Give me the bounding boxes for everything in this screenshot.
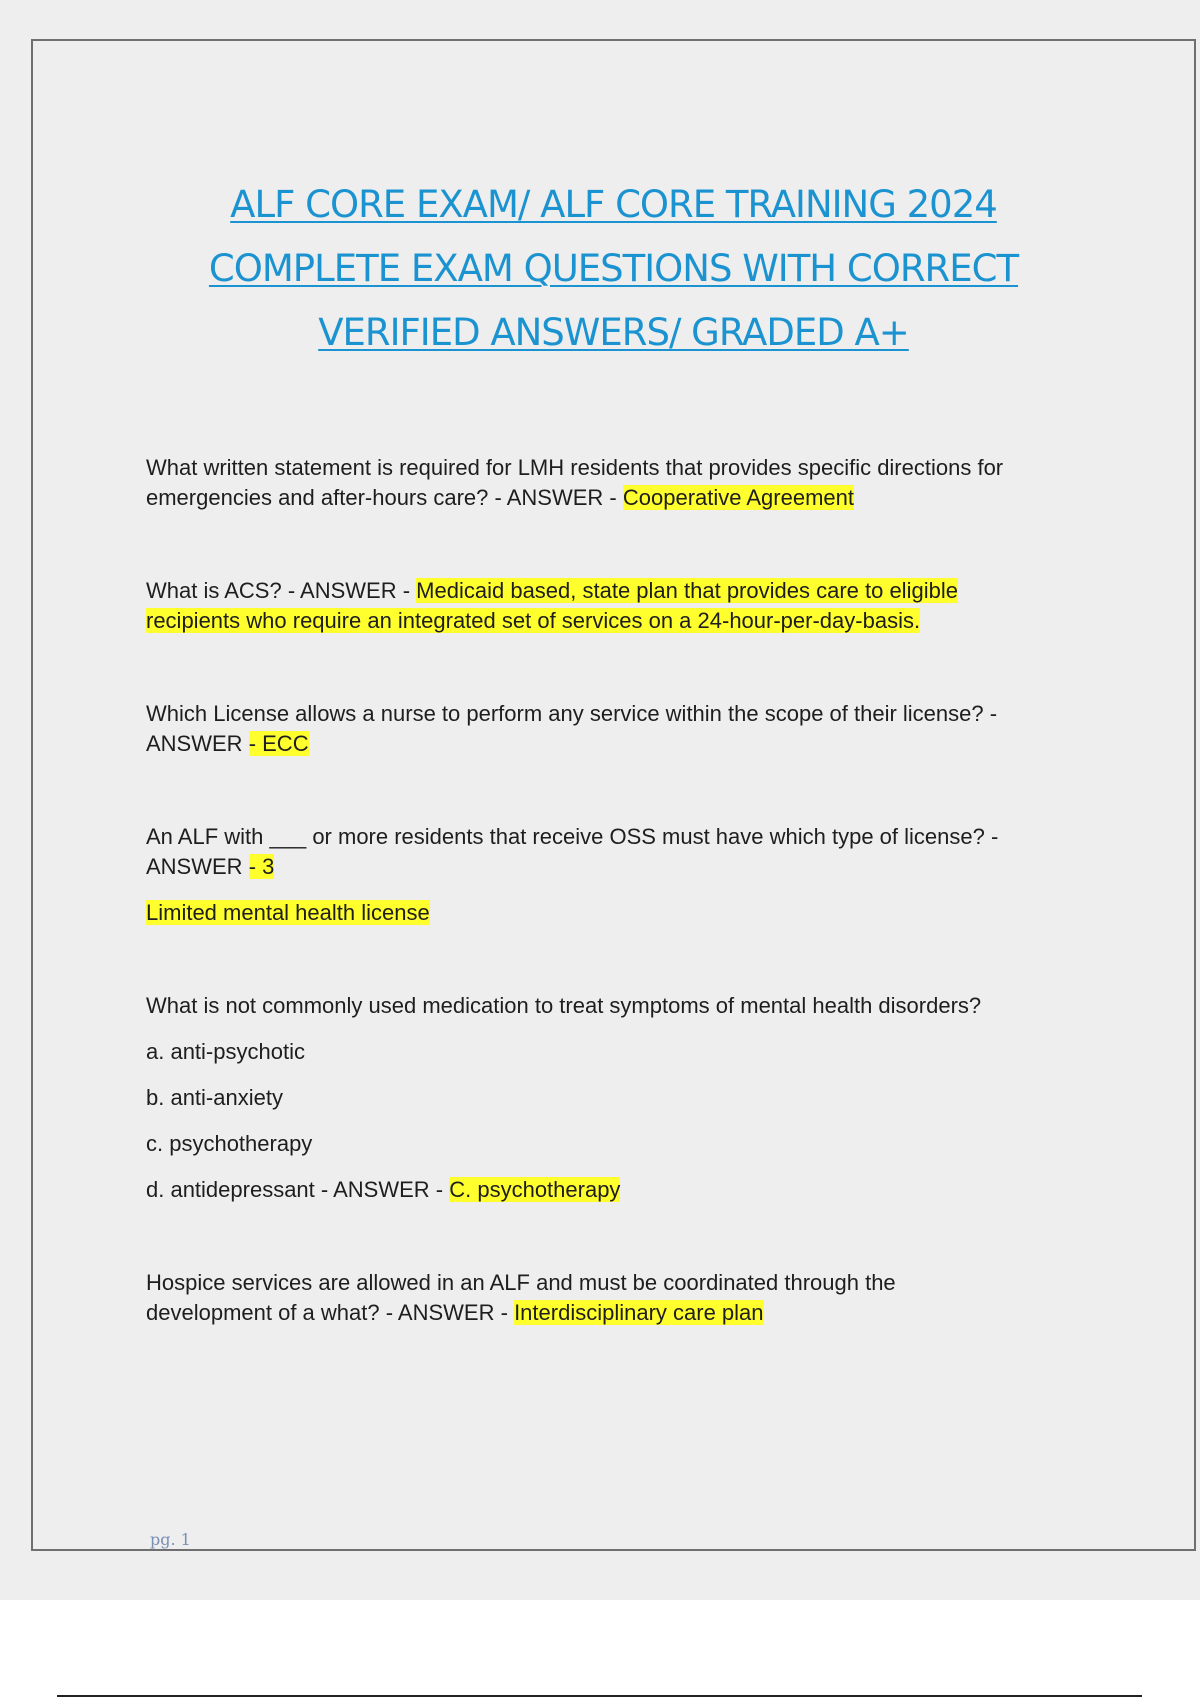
question-3-text-cont [146, 729, 1126, 759]
question-2-text [146, 576, 1126, 606]
question-1-answer-label: emergencies and after-hours care? - ANSWER - [146, 485, 623, 510]
question-1 [146, 453, 1126, 513]
question-3-answer: - ECC [248, 731, 309, 756]
question-4-answer-extra: Limited mental health license [146, 900, 430, 925]
questions-list [146, 453, 1126, 1328]
question-5-option-c: c. psychotherapy [146, 1131, 313, 1156]
question-4 [146, 822, 1126, 928]
document-page [31, 39, 1196, 1551]
question-5-option-b: b. anti-anxiety [146, 1085, 283, 1110]
question-5-option-d [146, 1175, 1126, 1205]
question-1-text-cont [146, 483, 1126, 513]
title-line-2: COMPLETE EXAM QUESTIONS WITH CORRECT [208, 247, 1019, 290]
question-3-text: Which License allows a nurse to perform any service within the scope of their license? - [146, 701, 998, 726]
question-4-answer-label: ANSWER [146, 854, 249, 879]
question-5-answer: C. psychotherapy [449, 1177, 621, 1202]
question-6-text-cont [146, 1298, 1126, 1328]
question-4-answer-extra-line [146, 898, 1126, 928]
question-5-answer-label: d. antidepressant - ANSWER - [146, 1177, 450, 1202]
question-4-answer: - 3 [248, 854, 275, 879]
title-line-1: ALF CORE EXAM/ ALF CORE TRAINING 2024 [230, 183, 997, 226]
page-number: pg. 1 [150, 1530, 191, 1549]
question-5 [146, 991, 1126, 1205]
question-2-answer-cont: recipients who require an integrated set of services on a 24-hour-per-day-basis. [146, 608, 921, 633]
question-4-text-cont [146, 852, 1126, 882]
next-page-divider [57, 1695, 1142, 1697]
question-1-answer: Cooperative Agreement [622, 485, 854, 510]
question-2 [146, 576, 1126, 636]
question-3-answer-label: ANSWER [146, 731, 249, 756]
question-3 [146, 699, 1126, 759]
question-5-text: What is not commonly used medication to treat symptoms of mental health disorders? [146, 993, 982, 1018]
question-6-answer-label: development of a what? - ANSWER - [146, 1300, 515, 1325]
question-1-text: What written statement is required for LMH residents that provides specific directions for [146, 455, 1004, 480]
document-title [33, 173, 1194, 365]
question-2-answer-label: What is ACS? - ANSWER - [146, 578, 417, 603]
question-2-text-cont [146, 606, 1126, 636]
question-6-text: Hospice services are allowed in an ALF and must be coordinated through the [146, 1270, 896, 1295]
question-6-answer: Interdisciplinary care plan [514, 1300, 764, 1325]
question-2-answer: Medicaid based, state plan that provides care to eligible [416, 578, 958, 603]
title-line-3: VERIFIED ANSWERS/ GRADED A+ [318, 311, 909, 354]
question-4-text: An ALF with ___ or more residents that receive OSS must have which type of license? - [146, 824, 999, 849]
question-5-option-a: a. anti-psychotic [146, 1039, 305, 1064]
question-6 [146, 1268, 1126, 1328]
